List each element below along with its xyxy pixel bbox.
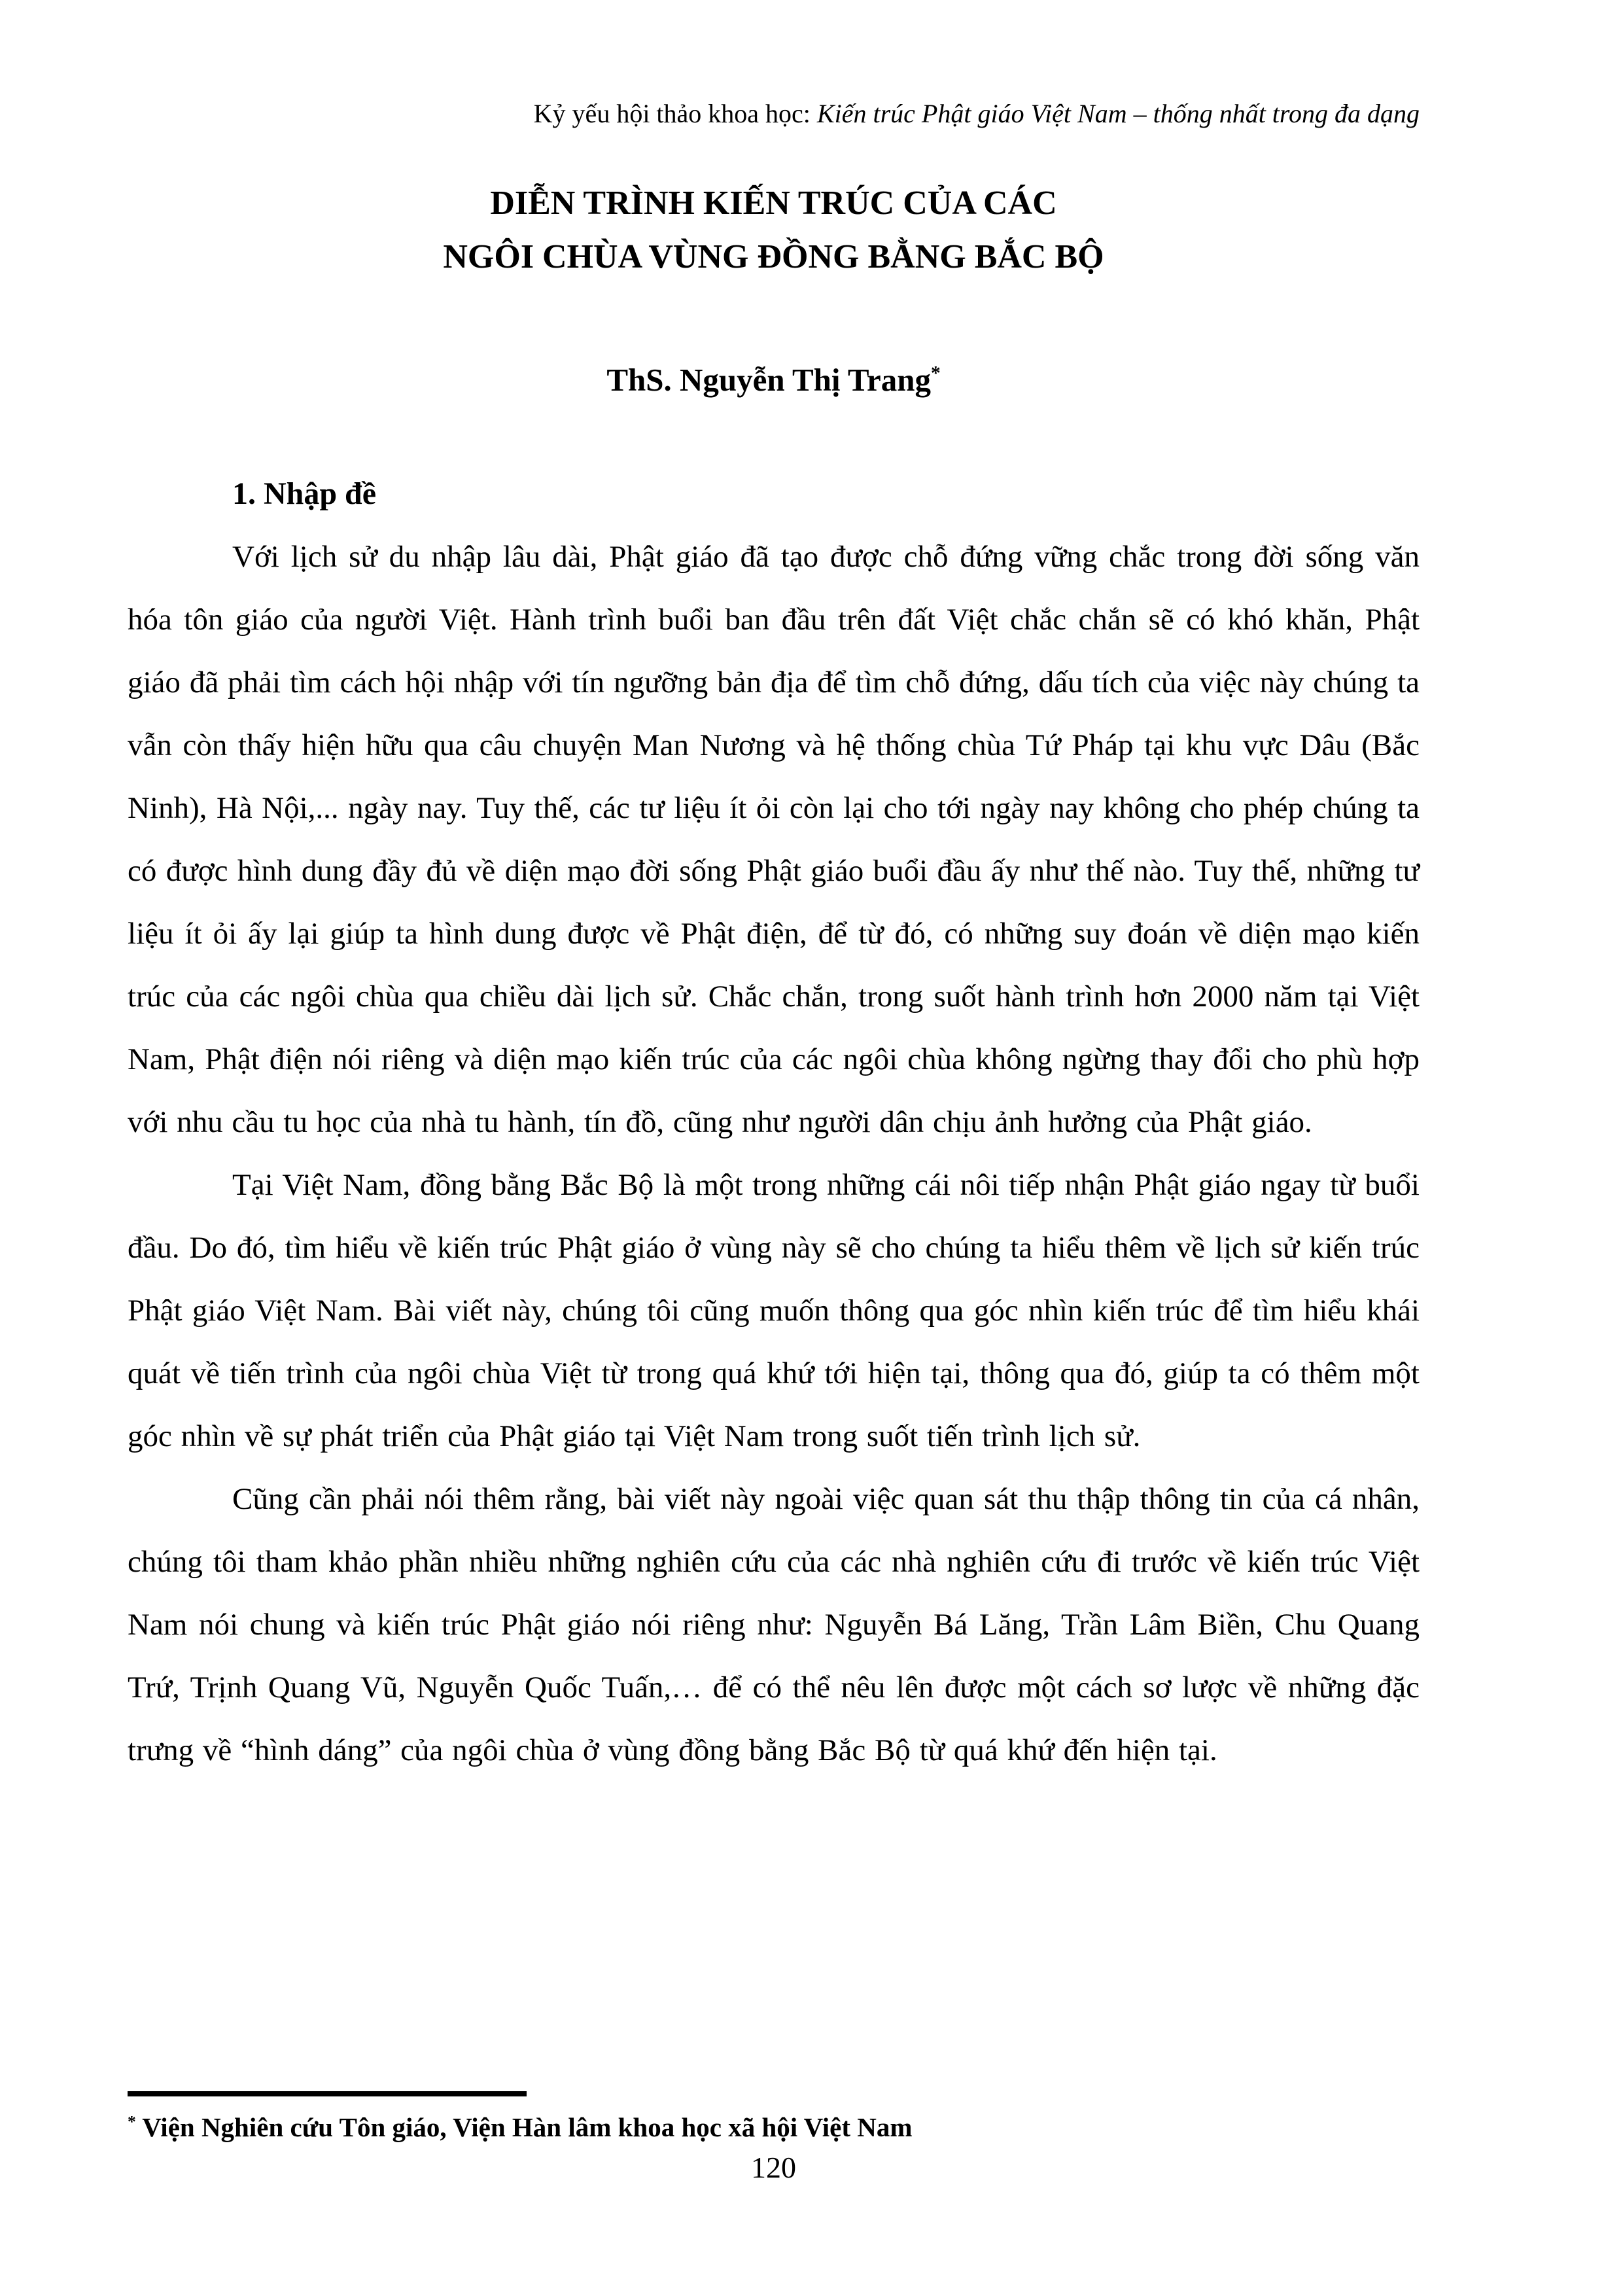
footnote-marker: * <box>128 2112 136 2131</box>
author-line <box>128 361 1420 400</box>
body-paragraph-2: Tại Việt Nam, đồng bằng Bắc Bộ là một trong những cái nôi tiếp nhận Phật giáo ngay từ buổi đầu. Do đó, tìm hiểu về kiến trúc Phật giáo ở vùng này sẽ cho chúng ta hiểu thêm về lịch sử kiến trúc Phật giáo Việt Nam. Bài viết này, chúng tôi cũng muốn thông qua góc nhìn kiến trúc để tìm hiểu khái quát về tiến trình của ngôi chùa Việt từ trong quá khứ tới hiện tại, thông qua đó, giúp ta có thêm một góc nhìn về sự phát triển của Phật giáo tại Việt Nam trong suốt tiến trình lịch sử. <box>128 1167 1420 1453</box>
running-header <box>128 98 1420 130</box>
running-header-prefix: Kỷ yếu hội thảo khoa học: <box>533 99 817 128</box>
page-number: 120 <box>751 2151 796 2185</box>
footnote-separator-rule <box>128 2091 527 2096</box>
page-footer <box>128 2091 1420 2185</box>
paper-title-line-1: DIỄN TRÌNH KIẾN TRÚC CỦA CÁC <box>490 185 1057 222</box>
footnote-text: Viện Nghiên cứu Tôn giáo, Viện Hàn lâm khoa học xã hội Việt Nam <box>135 2112 913 2142</box>
footnote <box>128 2111 1420 2144</box>
paper-title-line-2: NGÔI CHÙA VÙNG ĐỒNG BẰNG BẮC BỘ <box>443 238 1104 275</box>
section-heading: 1. Nhập đề <box>232 476 377 511</box>
body-paragraph-3: Cũng cần phải nói thêm rằng, bài viết này ngoài việc quan sát thu thập thông tin của cá nhân, chúng tôi tham khảo phần nhiều những nghiên cứu của các nhà nghiên cứu đi trước về kiến trúc Việt Nam nói chung và kiến trúc Phật giáo nói riêng như: Nguyễn Bá Lăng, Trần Lâm Biền, Chu Quang Trứ, Trịnh Quang Vũ, Nguyễn Quốc Tuấn,… để có thể nêu lên được một cách sơ lược về những đặc trưng về “hình dáng” của ngôi chùa ở vùng đồng bằng Bắc Bộ từ quá khứ đến hiện tại. <box>128 1481 1420 1767</box>
running-header-proceedings-title: Kiến trúc Phật giáo Việt Nam – thống nhất trong đa dạng <box>816 99 1420 128</box>
paper-title <box>128 177 1420 284</box>
author-footnote-marker: * <box>930 362 941 384</box>
body-paragraph-1: Với lịch sử du nhập lâu dài, Phật giáo đã tạo được chỗ đứng vững chắc trong đời sống văn hóa tôn giáo của người Việt. Hành trình buổi ban đầu trên đất Việt chắc chắn sẽ có khó khăn, Phật giáo đã phải tìm cách hội nhập với tín ngưỡng bản địa để tìm chỗ đứng, dấu tích của việc này chúng ta vẫn còn thấy hiện hữu qua câu chuyện Man Nương và hệ thống chùa Tứ Pháp tại khu vực Dâu (Bắc Ninh), Hà Nội,... ngày nay. Tuy thế, các tư liệu ít ỏi còn lại cho tới ngày nay không cho phép chúng ta có được hình dung đầy đủ về diện mạo đời sống Phật giáo buổi đầu ấy như thế nào. Tuy thế, những tư liệu ít ỏi ấy lại giúp ta hình dung được về Phật điện, để từ đó, có những suy đoán về diện mạo kiến trúc của các ngôi chùa qua chiều dài lịch sử. Chắc chắn, trong suốt hành trình hơn 2000 năm tại Việt Nam, Phật điện nói riêng và diện mạo kiến trúc của các ngôi chùa không ngừng thay đổi cho phù hợp với nhu cầu tu học của nhà tu hành, tín đồ, cũng như người dân chịu ảnh hưởng của Phật giáo. <box>128 539 1420 1139</box>
author-name: ThS. Nguyễn Thị Trang <box>606 362 931 398</box>
